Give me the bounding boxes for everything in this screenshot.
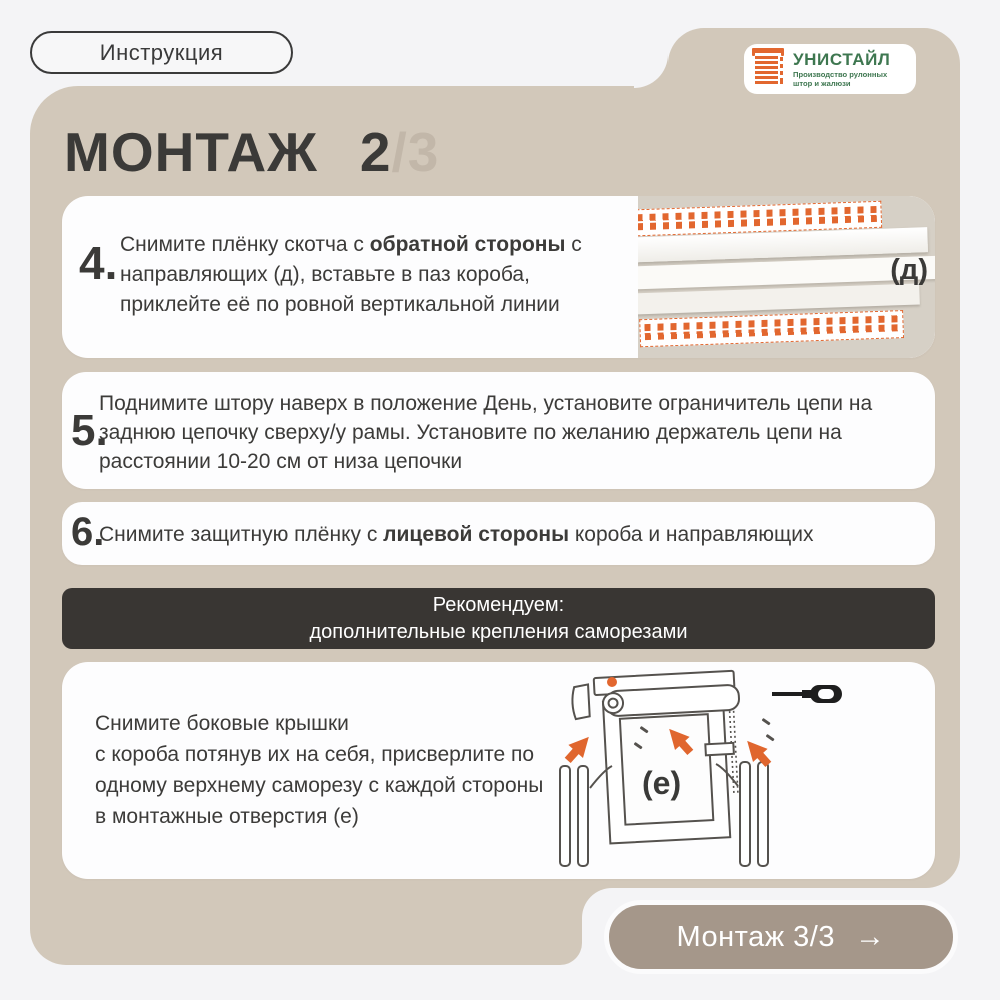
page-title [64, 120, 439, 184]
mounting-diagram [554, 668, 906, 876]
logo-subtitle: Производство рулонных штор и жалюзи [793, 69, 888, 88]
logo-name: УНИСТАЙЛ [793, 49, 891, 69]
step4-card [62, 196, 935, 358]
page-title-word: МОНТАЖ [64, 121, 318, 183]
step5-number: 5. [71, 406, 108, 455]
panel-foot [30, 878, 582, 965]
recommendation-banner [62, 588, 935, 649]
final-step-card [62, 662, 935, 879]
step4-text: Снимите плёнку скотча с обратной стороны с направляющих (д), вставьте в паз короба, приклейте её по ровной вертикальной линии [120, 233, 582, 316]
page-number-total: /3 [391, 121, 440, 183]
instruction-tag [30, 31, 293, 74]
blinds-logo-icon [752, 47, 786, 92]
photo-label-d: (д) [890, 254, 928, 286]
recommendation-line2: дополнительные крепления саморезами [309, 621, 688, 643]
next-page-button[interactable] [604, 900, 958, 974]
diagram-label-e: (e) [642, 765, 682, 801]
recommendation-line1: Рекомендуем: [432, 594, 565, 616]
step4-number: 4. [79, 237, 118, 289]
next-page-label: Монтаж 3/3 [676, 920, 835, 953]
step6-number: 6. [71, 510, 105, 554]
page-number-current: 2 [359, 121, 392, 183]
instruction-tag-label: Инструкция [99, 39, 224, 65]
rails-photo [638, 196, 935, 358]
screwdriver-icon [772, 685, 842, 703]
company-logo [744, 44, 916, 94]
final-step-text: Снимите боковые крышки с короба потянув их на себя, присверлите по одному верхнему саморезу с каждой стороны в монтажные отверстия (е) [95, 712, 544, 828]
step5-card [62, 372, 935, 489]
arrow-right-icon: → [854, 920, 886, 953]
adhesive-tape-strip [639, 310, 904, 347]
step6-text: Снимите защитную плёнку с лицевой стороны короба и направляющих [99, 523, 814, 546]
step5-text: Поднимите штору наверх в положение День, установите ограничитель цепи на заднюю цепочку сверху/у рамы. Установите по желанию держатель цепи на расстоянии 10-20 см от низа цепочки [99, 392, 873, 473]
step6-card [62, 502, 935, 565]
